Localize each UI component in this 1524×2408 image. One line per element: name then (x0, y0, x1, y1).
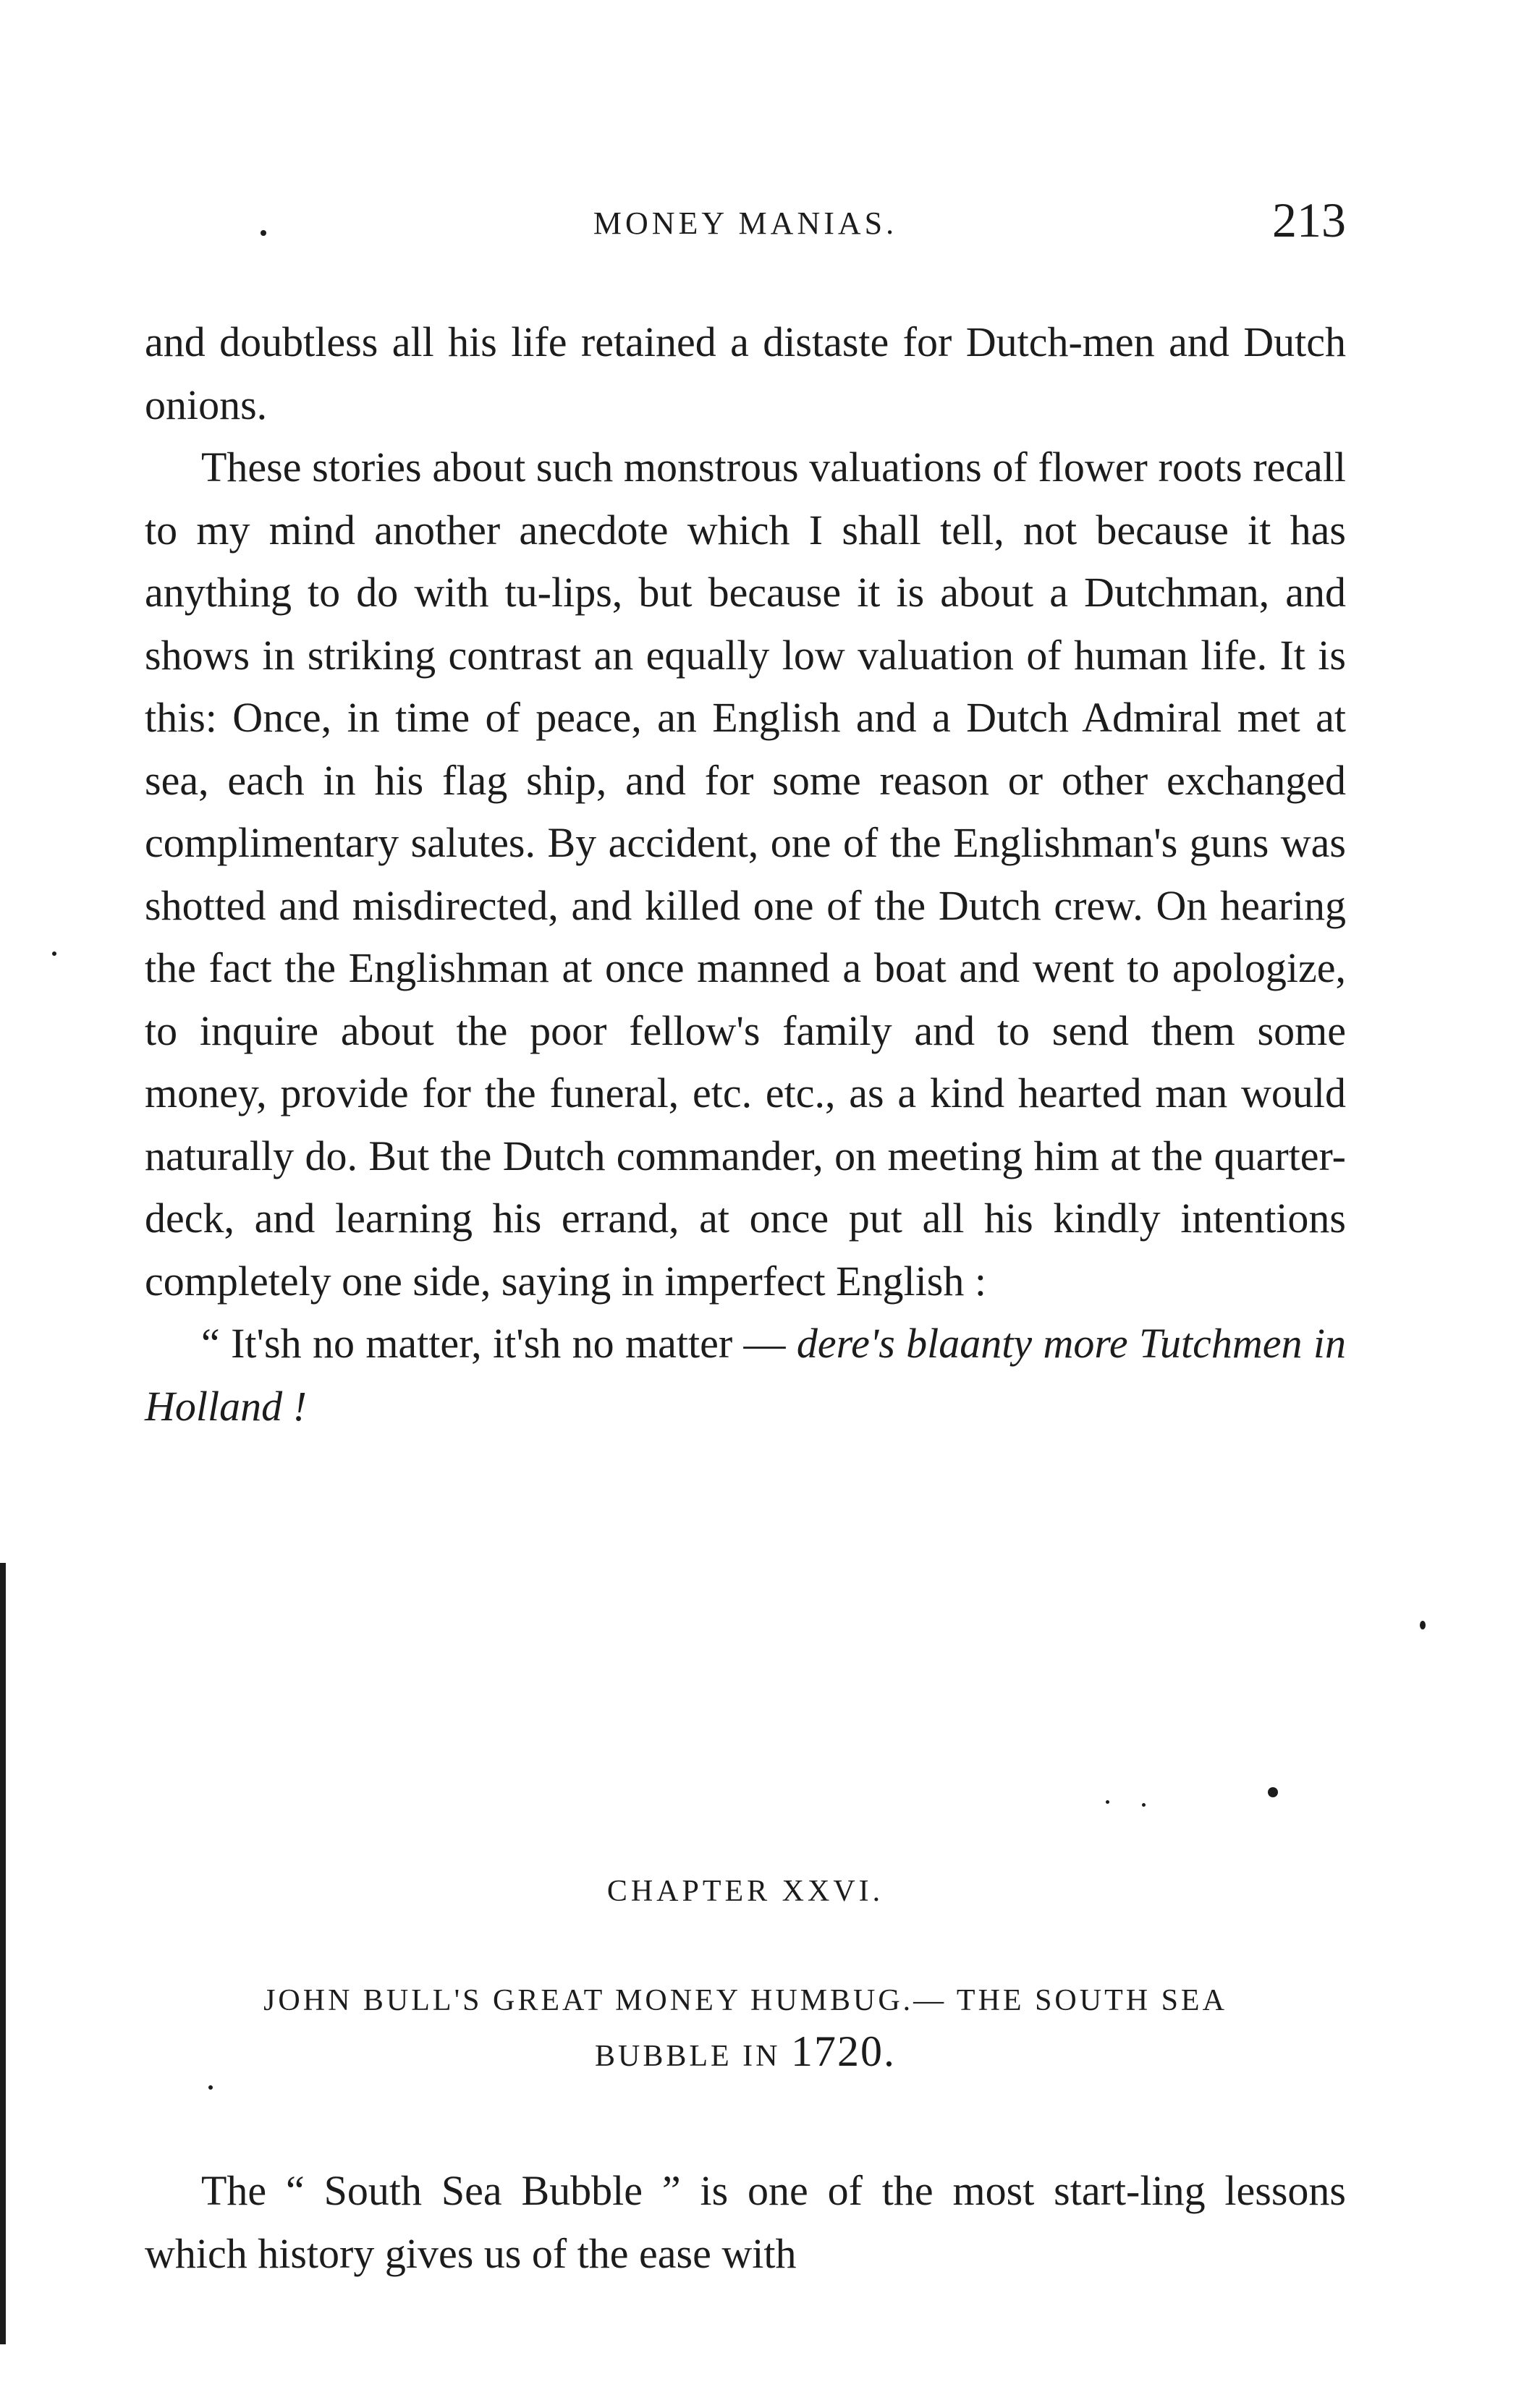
scan-speck (52, 951, 56, 956)
body-text (145, 311, 1346, 1438)
scan-speck (1106, 1800, 1109, 1804)
page-edge-shadow (0, 1563, 6, 2344)
scan-speck (1420, 1621, 1426, 1629)
chapter-subtitle-bubble: BUBBLE IN (595, 2040, 781, 2073)
page-number: 213 (1272, 192, 1346, 247)
paragraph-quote (145, 1313, 1346, 1438)
chapter-subtitle (145, 1975, 1346, 2082)
chapter-opening-paragraph: The “ South Sea Bubble ” is one of the most start-ling lessons which history gives us of the ease with (145, 2167, 1346, 2277)
scan-speck (208, 2085, 213, 2090)
paragraph-continuation: and doubtless all his life retained a distaste for Dutch-men and Dutch onions. (145, 318, 1346, 428)
chapter-subtitle-year: 1720. (791, 2027, 896, 2075)
chapter-subtitle-line-2 (145, 2026, 1346, 2082)
quote-italic-text: dere's blaanty more Tutchmen in Holland ! (145, 1320, 1346, 1430)
chapter-subtitle-line-1: JOHN BULL'S GREAT MONEY HUMBUG.— THE SOUTH SEA (263, 1984, 1227, 2017)
chapter-heading: CHAPTER XXVI. (606, 1875, 884, 1908)
scan-speck (1142, 1803, 1146, 1807)
page-header (145, 185, 1346, 264)
scan-speck (1268, 1787, 1278, 1797)
quote-text: “ It'sh no matter, it'sh no matter — (201, 1320, 797, 1367)
paragraph-anecdote: These stories about such monstrous valuations of flower roots recall to my mind another anecdote which I shall tell, not because it has anything to do with tu-lips, but because it is about a Dutchman, and shows in striking contrast an equally low valuation of human life. It is this: Once, in time of peace, an English and a Dutch Admiral met at sea, each in his flag ship, and for some reason or other exchanged complimentary salutes. By accident, one of the Englishman's guns was shotted and misdirected, and killed one of the Dutch crew. On hearing the fact the Englishman at once manned a boat and went to apologize, to inquire about the poor fellow's family and to send them some money, provide for the funeral, etc. etc., as a kind hearted man would naturally do. But the Dutch commander, on meeting him at the quarter-deck, and learning his errand, at once put all his kindly intentions completely one side, saying in imperfect English : (145, 444, 1346, 1305)
scan-speck (261, 230, 266, 236)
running-title: MONEY MANIAS. (593, 205, 898, 241)
chapter-opening-text (145, 2160, 1346, 2285)
